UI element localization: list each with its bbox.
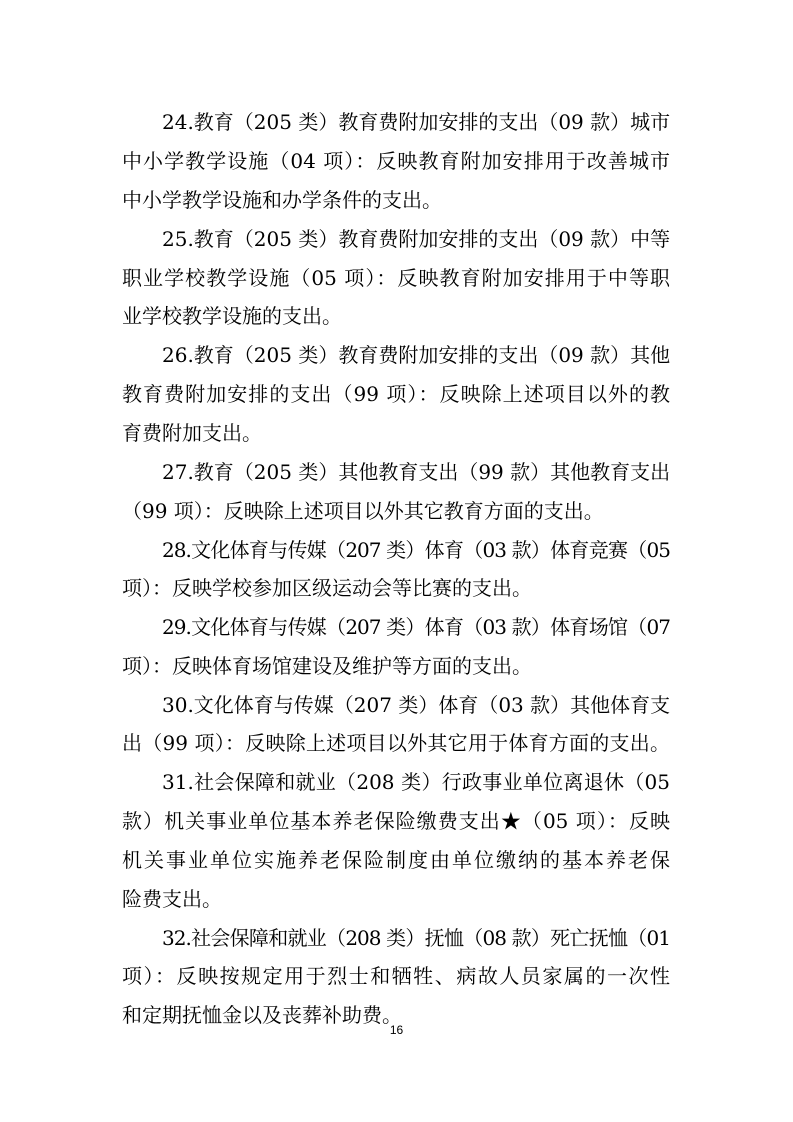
paragraph-line: （99 项）：反映除上述项目以外其它教育方面的支出。 [122,499,604,523]
paragraph-line: 中小学教学设施和办学条件的支出。 [122,188,442,212]
paragraph-line: 职业学校教学设施（05 项）：反映教育附加安排用于中等职 [122,266,670,290]
paragraph-line: 机关事业单位实施养老保险制度由单位缴纳的基本养老保 [122,848,670,872]
paragraph-line: 出（99 项）：反映除上述项目以外其它用于体育方面的支出。 [122,731,670,755]
paragraph-line: 中小学教学设施（04 项）：反映教育附加安排用于改善城市 [122,149,670,173]
paragraph-line: 和定期抚恤金以及丧葬补助费。 [122,1003,402,1027]
page-number: 16 [389,1023,404,1037]
paragraph-line: 育费附加支出。 [122,421,262,445]
paragraph-line: 教育费附加安排的支出（99 项）：反映除上述项目以外的教 [122,382,670,406]
paragraph-line: 款）机关事业单位基本养老保险缴费支出★（05 项）：反映 [122,809,670,833]
paragraph-line: 项）：反映体育场馆建设及维护等方面的支出。 [122,654,532,678]
paragraph-line: 30.文化体育与传媒（207 类）体育（03 款）其他体育支 [162,693,671,717]
paragraph-line: 32.社会保障和就业（208 类）抚恤（08 款）死亡抚恤（01 [162,926,670,950]
paragraph-line: 24.教育（205 类）教育费附加安排的支出（09 款）城市 [162,110,671,134]
paragraph-line: 业学校教学设施的支出。 [122,304,342,328]
paragraph-line: 31.社会保障和就业（208 类）行政事业单位离退休（05 [162,770,670,794]
paragraph-line: 27.教育（205 类）其他教育支出（99 款）其他教育支出 [162,460,671,484]
paragraph-line: 28.文化体育与传媒（207 类）体育（03 款）体育竞赛（05 [162,538,670,562]
paragraph-line: 项）：反映学校参加区级运动会等比赛的支出。 [122,576,532,600]
paragraph-line: 26.教育（205 类）教育费附加安排的支出（09 款）其他 [162,343,671,367]
paragraph-line: 29.文化体育与传媒（207 类）体育（03 款）体育场馆（07 [162,615,670,639]
paragraph-line: 项）：反映按规定用于烈士和牺牲、病故人员家属的一次性 [122,964,670,988]
paragraph-line: 险费支出。 [122,887,222,911]
paragraph-line: 25.教育（205 类）教育费附加安排的支出（09 款）中等 [162,227,671,251]
